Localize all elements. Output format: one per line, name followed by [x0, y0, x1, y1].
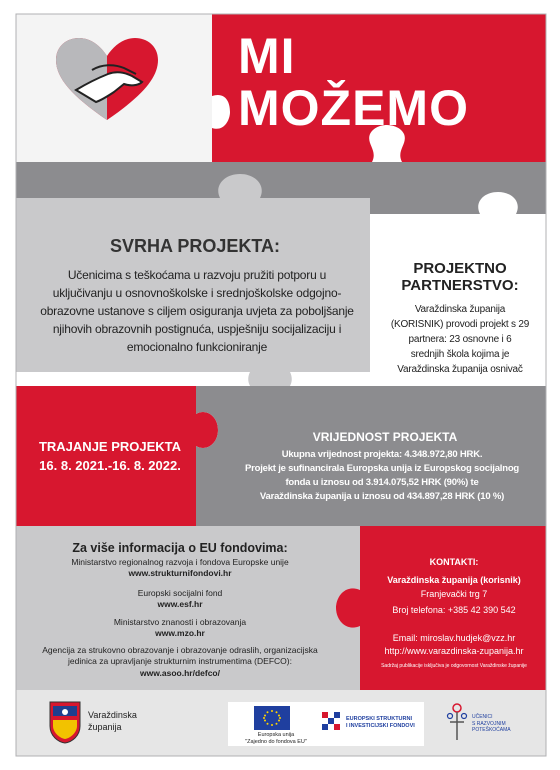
partnership-line-4: srednjih škola kojima je	[410, 349, 510, 360]
info-item-4-name2: jedinica za upravljanje strukturnim instrumentima (DEFCO):	[68, 656, 292, 666]
pupils-figure-logo-icon	[444, 700, 470, 746]
footer-eu-line1: Europska unija	[257, 732, 295, 738]
info-heading: Za više informacija o EU fondovima:	[72, 541, 288, 555]
county-coat-of-arms-icon	[48, 700, 82, 744]
purpose-line-1: Učenicima s teškoćama u razvoju pružiti potporu u	[67, 268, 327, 282]
value-heading: VRIJEDNOST PROJEKTA	[312, 430, 458, 444]
partnership-line-5: Varaždinska županija osnivač	[397, 364, 523, 375]
purpose-line-5: emocionalno funkcioniranje	[126, 340, 268, 354]
value-line-3: fonda u iznosu od 3.914.075,52 HRK (90%) te	[285, 477, 479, 488]
title-line1: MI	[238, 28, 296, 84]
value-line-2: Projekt je sufinancirala Europska unija iz Europskog socijalnog	[244, 463, 520, 474]
title-line2: MOŽEMO	[238, 80, 469, 136]
footer-county-line2: županija	[88, 722, 122, 732]
purpose-heading: SVRHA PROJEKTA:	[109, 236, 280, 256]
footer-county-line1: Varaždinska	[88, 710, 137, 720]
info-item-1-name: Ministarstvo regionalnog razvoja i fondova Europske unije	[71, 557, 289, 567]
contacts-org: Varaždinska županija (korisnik)	[387, 575, 521, 585]
footer-funds-line1: EUROPSKI STRUKTURNI	[346, 716, 413, 722]
duration-heading: TRAJANJE PROJEKTA	[38, 439, 182, 454]
footer-eu-line2: "Zajedno do fondova EU"	[245, 739, 307, 745]
eu-flag-icon	[254, 706, 290, 730]
value-line-4: Varaždinska županija u iznosu od 434.897,28 HRK (10 %)	[259, 491, 505, 502]
contacts-phone: Broj telefona: +385 42 390 542	[392, 605, 516, 615]
info-item-3-name: Ministarstvo znanosti i obrazovanja	[113, 617, 247, 627]
partnership-heading-2: PARTNERSTVO:	[401, 277, 519, 294]
duration-dates: 16. 8. 2021.-16. 8. 2022.	[39, 458, 181, 473]
info-item-4-name: Agencija za strukovno obrazovanje i obrazovanje odraslih, organizacijska	[42, 645, 318, 655]
contacts-heading: KONTAKTI:	[429, 557, 479, 567]
structural-funds-logo-icon	[322, 712, 342, 734]
purpose-line-4: njihovih obrazovnih postignuća, uspješniju socijalizaciju i	[52, 322, 342, 336]
partnership-heading-1: PROJEKTNO	[413, 260, 507, 277]
contacts-address: Franjevački trg 7	[420, 589, 488, 599]
contacts-email[interactable]: Email: miroslav.hudjek@vzz.hr	[392, 633, 516, 643]
puzzle-piece-red-left	[16, 386, 218, 526]
info-item-4-link[interactable]: www.asoo.hr/defco/	[140, 668, 220, 678]
info-item-1-link[interactable]: www.strukturnifondovi.hr	[128, 568, 232, 578]
purpose-line-3: obrazovne ustanove s ciljem osiguranja uvjeta za poboljšanje	[40, 304, 354, 318]
info-item-2-name: Europski socijalni fond	[137, 588, 223, 598]
footer-side-line1: UČENICI	[472, 714, 493, 720]
footer-side-line2: S RAZVOJNIM	[472, 720, 506, 727]
footer-side-line3: POTEŠKOĆAMA	[472, 727, 511, 733]
heart-hands-logo-icon	[52, 34, 162, 126]
footer-funds-line2: I INVESTICIJSKI FONDOVI	[346, 723, 415, 729]
purpose-line-2: uključivanju u osnovnoškolske i srednjoškolske odgojno-	[52, 286, 342, 300]
partnership-line-3: partnera: 23 osnovne i 6	[408, 334, 512, 345]
partnership-line-1: Varaždinska županija	[414, 304, 506, 315]
contacts-web[interactable]: http://www.varazdinska-zupanija.hr	[384, 646, 524, 656]
partnership-line-2: (KORISNIK) provodi projekt s 29	[390, 319, 530, 330]
info-item-3-link[interactable]: www.mzo.hr	[155, 628, 205, 638]
info-item-2-link[interactable]: www.esf.hr	[157, 599, 203, 609]
value-line-1: Ukupna vrijednost projekta: 4.348.972,80 HRK.	[281, 449, 483, 460]
contacts-disclaimer: Sadržaj publikacije isključiva je odgovornost Varaždinske županije	[381, 663, 527, 669]
